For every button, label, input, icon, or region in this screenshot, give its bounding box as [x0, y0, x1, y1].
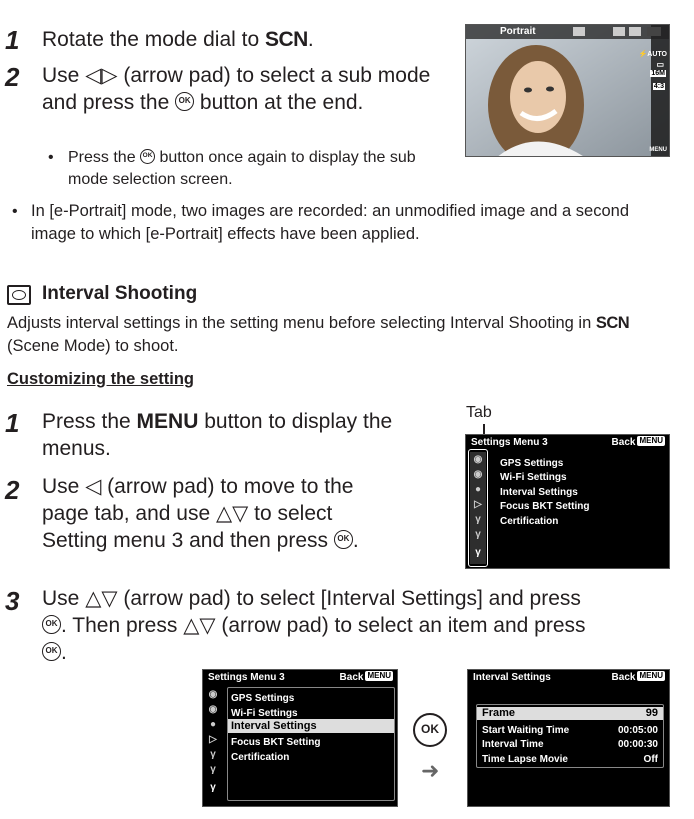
step-2-text: Use ◁▷ (arrow pad) to select a sub mode and press the OK button at the end. — [42, 64, 431, 114]
custom-step-2-text: Use ◁ (arrow pad) to move to the page tab, and use △▽ to select Setting menu 3 and then press OK . — [42, 475, 359, 552]
camera-icon: ◉ — [208, 704, 218, 715]
menu-label: MENU — [649, 147, 667, 153]
wrench-icon: γ — [210, 782, 216, 793]
customizing-subheading: Customizing the setting — [7, 370, 194, 388]
left-right-arrow-icon: ◁▷ — [85, 64, 118, 87]
e-portrait-note: In [e-Portrait] mode, two images are recorded: an unmodified image and a second image to which [e-Portrait] effects have been applied. — [31, 202, 629, 243]
setting-row-time-lapse-movie[interactable] — [477, 753, 663, 766]
menu-title: Settings Menu 3 — [471, 437, 548, 448]
custom-step-3-text: Use △▽ (arrow pad) to select [Interval Settings] and press — [42, 587, 581, 610]
setting-value: 99 — [645, 707, 658, 719]
setting-label: Start Waiting Time — [482, 725, 570, 736]
menu-badge: MENU — [639, 436, 663, 446]
flash-auto-icon: ⚡AUTO — [638, 51, 667, 58]
ok-button-icon: OK — [175, 92, 194, 111]
menu-item-focus-bkt-setting[interactable]: Focus BKT Setting — [231, 737, 321, 748]
back-label: Back — [611, 672, 636, 683]
scn-mode-label: SCN — [595, 314, 630, 332]
menu-badge: MENU — [639, 671, 663, 681]
aspect-ratio-icon: 4:3 — [653, 83, 664, 90]
menu-button-label: MENU — [136, 410, 199, 433]
menu-item-gps-settings[interactable]: GPS Settings — [231, 693, 295, 704]
camera-icon: ◉ — [208, 689, 218, 700]
setting-value: 00:05:00 — [617, 725, 658, 736]
tab-callout-label: Tab — [466, 404, 492, 421]
setting-value: Off — [643, 754, 658, 765]
menu-item-wifi-settings[interactable]: Wi-Fi Settings — [231, 708, 298, 719]
up-down-arrow-icon: △▽ — [183, 614, 216, 637]
step-number: 2 — [5, 475, 20, 505]
playback-icon: ▷ — [209, 734, 217, 745]
setting-row-start-waiting-time[interactable] — [477, 724, 663, 737]
menu-item-interval-settings[interactable]: Interval Settings — [500, 487, 578, 498]
ok-button-icon: OK — [413, 713, 447, 747]
up-down-arrow-icon: △▽ — [215, 502, 249, 525]
video-icon: ● — [474, 484, 482, 495]
playback-icon: ▷ — [474, 499, 482, 510]
video-icon: ● — [209, 719, 217, 730]
scene-label: Portrait — [500, 26, 536, 37]
setting-label: Frame — [482, 707, 516, 719]
menu-item-interval-settings-selected[interactable]: Interval Settings — [228, 719, 394, 733]
image-quality-icon: ▭ — [656, 60, 664, 69]
step-number: 3 — [5, 586, 20, 616]
camera-live-view-screen — [465, 24, 670, 157]
portrait-photo — [466, 25, 670, 157]
bullet-dot: • — [48, 149, 54, 166]
step-number: 1 — [5, 408, 20, 438]
wrench-icon: γ — [475, 514, 481, 525]
settings-menu-screen-1 — [465, 434, 670, 569]
bullet-dot: • — [12, 203, 18, 220]
wrench-icon: γ — [210, 764, 216, 775]
tab-strip — [470, 452, 486, 564]
up-down-arrow-icon: △▽ — [85, 587, 118, 610]
back-label: Back — [339, 672, 364, 683]
left-arrow-icon: ◁ — [85, 475, 102, 498]
setting-label: Interval Time — [482, 739, 544, 750]
step-number: 2 — [5, 62, 20, 92]
menu-item-wifi-settings[interactable]: Wi-Fi Settings — [500, 472, 567, 483]
custom-step-3-text-end: OK . — [42, 639, 142, 666]
step-1-text: Rotate the mode dial to SCN. — [42, 28, 314, 51]
tab-strip — [205, 687, 221, 805]
step-number: 1 — [5, 25, 20, 55]
camera-icon: ◉ — [473, 469, 483, 480]
interval-settings-screen — [467, 669, 670, 807]
ok-button-icon: OK — [42, 642, 61, 661]
step-2-bullet-text: Press the OK button once again to display the sub mode selection screen. — [68, 149, 416, 188]
interval-shooting-heading: Interval Shooting — [42, 283, 198, 304]
settings-menu-screen-2 — [202, 669, 398, 807]
menu-item-focus-bkt-setting[interactable]: Focus BKT Setting — [500, 501, 590, 512]
interval-shooting-icon — [7, 285, 31, 305]
interval-description: Adjusts interval settings in the setting menu before selecting Interval Shooting in SCN (Scene Mode) to shoot. — [7, 314, 630, 355]
scn-mode-label: SCN — [264, 28, 308, 51]
ok-button-icon: OK — [42, 615, 61, 634]
ok-button-icon: OK — [334, 530, 353, 549]
custom-step-1-text: Press the MENU button to display the menus. — [42, 410, 393, 460]
back-label: Back — [611, 437, 636, 448]
wrench-icon: γ — [210, 749, 216, 760]
setting-row-interval-time[interactable] — [477, 738, 663, 751]
menu-item-certification[interactable]: Certification — [500, 516, 559, 527]
setting-value: 00:00:30 — [617, 739, 658, 750]
menu-title: Interval Settings — [473, 672, 551, 683]
custom-step-3-text-cont: OK . Then press △▽ (arrow pad) to select an item and press — [42, 612, 682, 639]
setting-label: Time Lapse Movie — [482, 754, 568, 765]
menu-title: Settings Menu 3 — [208, 672, 285, 683]
right-arrow-icon: ➜ — [421, 758, 440, 783]
menu-item-gps-settings[interactable]: GPS Settings — [500, 458, 564, 469]
ok-button-icon: OK — [140, 149, 155, 164]
menu-item-certification[interactable]: Certification — [231, 752, 290, 763]
camera-icon: ◉ — [473, 454, 483, 465]
wrench-icon: γ — [475, 547, 481, 558]
menu-badge: MENU — [367, 671, 391, 681]
setting-row-frame-selected[interactable] — [477, 707, 663, 720]
wrench-icon: γ — [475, 529, 481, 540]
image-size-icon: 16M — [651, 70, 665, 77]
